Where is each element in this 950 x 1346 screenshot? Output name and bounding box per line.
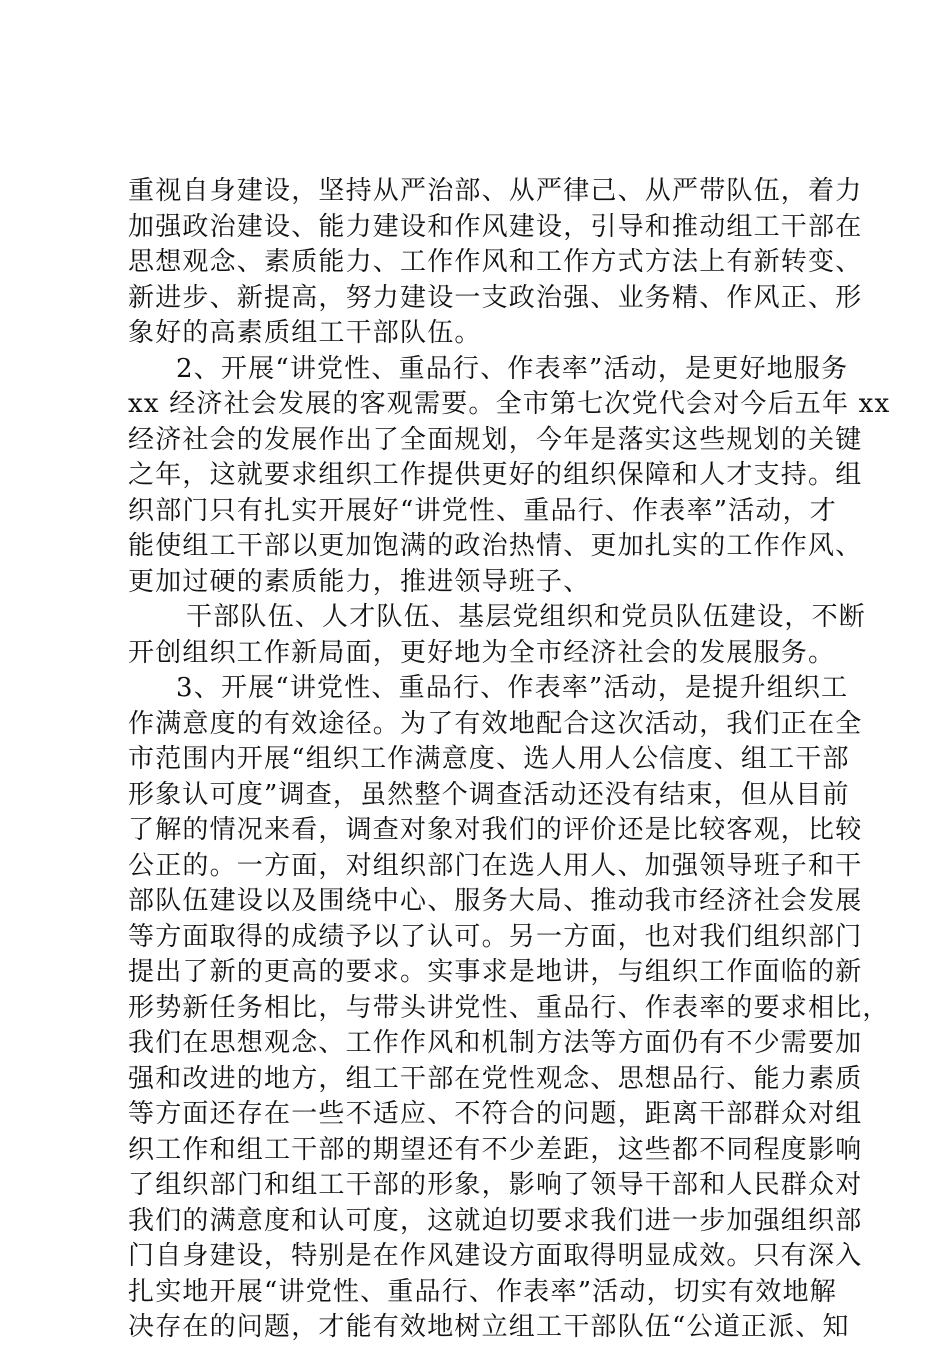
text-line: 开创组织工作新局面，更好地为全市经济社会的发展服务。	[128, 637, 836, 668]
text-line: 重视自身建设，坚持从严治部、从严律己、从严带队伍，着力	[128, 176, 863, 206]
text-line: 提出了新的更高的要求。实事求是地讲，与组织工作面临的新	[128, 957, 863, 987]
text-line: 织工作和组工干部的期望还有不少差距，这些都不同程度影响	[128, 1134, 863, 1165]
text-line: 经济社会的发展作出了全面规划，今年是落实这些规划的关键	[128, 424, 863, 455]
text-line: 市范围内开展“组织工作满意度、选人用人公信度、组工干部	[128, 744, 850, 774]
text-line: 我们在思想观念、工作作风和机制方法等方面仍有不少需要加	[128, 1028, 863, 1058]
text-line: 公正的。一方面，对组织部门在选人用人、加强领导班子和干	[128, 850, 863, 881]
text-line: 更加过硬的素质能力，推进领导班子、	[128, 566, 591, 597]
text-line: 形势新任务相比，与带头讲党性、重品行、作表率的要求相比，	[128, 992, 890, 1023]
text-line: 决存在的问题，才能有效地树立组工干部队伍“公道正派、知	[128, 1312, 850, 1342]
text-line: 我们的满意度和认可度，这就迫切要求我们进一步加强组织部	[128, 1205, 863, 1236]
text-line: 加强政治建设、能力建设和作风建设，引导和推动组工干部在	[128, 211, 863, 242]
text-line: 之年，这就要求组织工作提供更好的组织保障和人才支持。组	[128, 460, 863, 490]
text-line: 作满意度的有效途径。为了有效地配合这次活动，我们正在全	[128, 708, 863, 739]
text-line: 形象认可度”调查，虽然整个调查活动还没有结束，但从目前	[128, 779, 850, 810]
text-line: 等方面取得的成绩予以了认可。另一方面，也对我们组织部门	[128, 921, 863, 952]
paragraph-start-line: 3、开展“讲党性、重品行、作表率”活动，是提升组织工	[176, 673, 849, 703]
paragraph-start-line: 干部队伍、人才队伍、基层党组织和党员队伍建设，不断	[186, 602, 867, 632]
text-line: 部队伍建设以及围绕中心、服务大局、推动我市经济社会发展	[128, 886, 863, 916]
text-line: 象好的高素质组工干部队伍。	[128, 318, 482, 348]
text-line: 扎实地开展“讲党性、重品行、作表率”活动，切实有效地解	[128, 1276, 837, 1307]
text-line: xx 经济社会发展的客观需要。全市第七次党代会对今后五年 xx	[128, 389, 891, 419]
text-line: 门自身建设，特别是在作风建设方面取得明显成效。只有深入	[128, 1241, 863, 1271]
text-line: 了解的情况来看，调查对象对我们的评价还是比较客观，比较	[128, 815, 863, 845]
text-line: 新进步、新提高，努力建设一支政治强、业务精、作风正、形	[128, 282, 863, 313]
text-line: 了组织部门和组工干部的形象，影响了领导干部和人民群众对	[128, 1170, 863, 1200]
text-line: 等方面还存在一些不适应、不符合的问题，距离干部群众对组	[128, 1099, 863, 1129]
text-line: 强和改进的地方，组工干部在党性观念、思想品行、能力素质	[128, 1063, 863, 1094]
body-text	[128, 174, 891, 1346]
text-line: 思想观念、素质能力、工作作风和工作方式方法上有新转变、	[128, 247, 863, 277]
text-line: 能使组工干部以更加饱满的政治热情、更加扎实的工作作风、	[128, 531, 863, 561]
text-line: 织部门只有扎实开展好“讲党性、重品行、作表率”活动，才	[128, 495, 837, 526]
paragraph-start-line: 2、开展“讲党性、重品行、作表率”活动，是更好地服务	[176, 353, 849, 384]
